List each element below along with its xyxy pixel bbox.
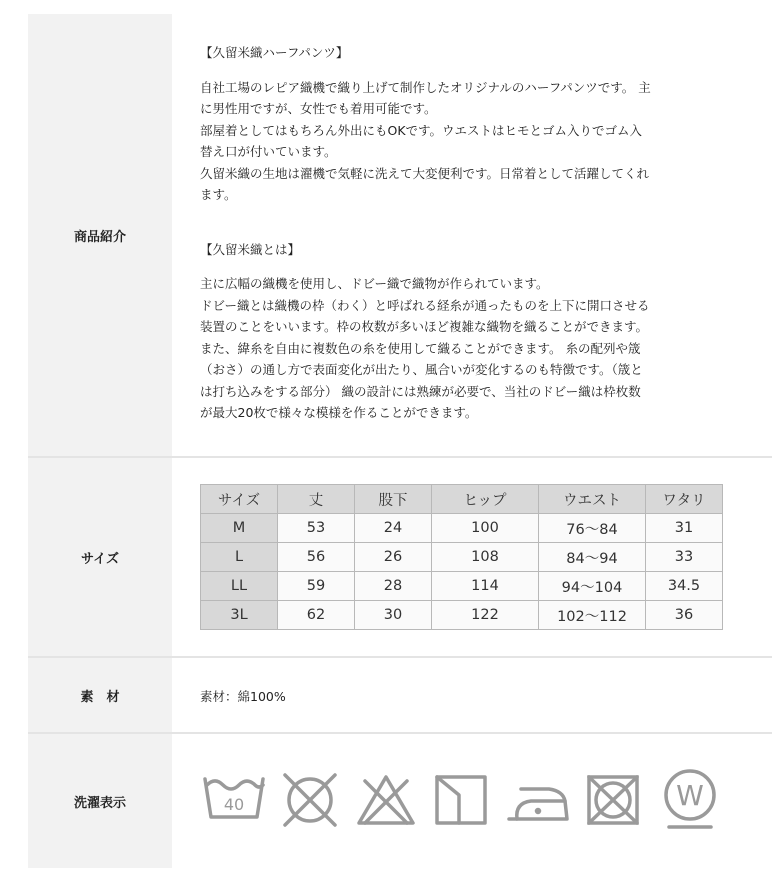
intro-line: に男性用ですが、女性でも着用可能です。 [200,101,437,116]
material-text: 素材：綿100% [200,689,286,704]
material-content [200,686,772,708]
table-cell: 108 [432,543,539,572]
kurume-line: 主に広幅の織機を使用し、ドビー織で織物が作られています。 [200,276,549,291]
kurume-heading: 【久留米織とは】 [200,241,301,257]
table-cell: 59 [278,572,355,601]
table-row [201,514,723,543]
table-cell: 76～84 [539,514,646,543]
table-cell: 53 [278,514,355,543]
table-row [201,572,723,601]
table-cell: 100 [432,514,539,543]
kurume-line: また、緯糸を自由に複数色の糸を使用して織ることができます。 糸の配列や筬 [200,340,641,356]
table-cell: 24 [355,514,432,543]
table-cell: 3L [201,601,278,630]
kurume-line: は打ち込みをする部分） 織の設計には熟練が必要で、当社のドビー織は枠枚数 [200,383,641,399]
table-cell: 114 [432,572,539,601]
no-tumble-dry-icon [353,765,429,835]
size-label: サイズ [28,458,172,656]
wet-clean-letter: W [676,779,704,812]
table-cell: 102～112 [539,601,646,630]
wash-40-icon [201,765,277,835]
material-section [28,658,772,732]
kurume-line: 装置のことをいいます。枠の枚数が多いほど複雑な織物を織ることができます。 [200,319,649,334]
header-inseam: 股下 [355,485,432,514]
table-cell: 28 [355,572,432,601]
no-dry-clean-icon [581,765,657,835]
table-cell: LL [201,572,278,601]
table-row [201,543,723,572]
kurume-line: が最大20枚で様々な模様を作ることができます。 [200,405,478,420]
table-cell: 56 [278,543,355,572]
table-cell: 122 [432,601,539,630]
header-size: サイズ [201,485,278,514]
table-cell: L [201,543,278,572]
intro-line: ます。 [200,187,237,202]
size-table-header-row [201,485,723,514]
wet-clean-icon [657,765,733,835]
size-table [200,484,723,630]
table-cell: 94～104 [539,572,646,601]
size-content [200,484,772,630]
header-length: 丈 [278,485,355,514]
table-cell: 84～94 [539,543,646,572]
table-cell: M [201,514,278,543]
wash-temp: 40 [223,795,245,814]
care-icons [201,765,733,835]
kurume-line: （おさ）の通し方で表面変化が出たり、風合いが変化するのも特徴です。（筬と [200,362,643,377]
intro-section [28,14,772,456]
intro-heading: 【久留米織ハーフパンツ】 [200,45,349,60]
table-cell: 62 [278,601,355,630]
intro-content [200,42,772,424]
intro-label: 商品紹介 [28,14,172,456]
intro-line: 部屋着としてはもちろん外出にもOKです。ウエストはヒモとゴム入りでゴム入 [200,122,643,138]
intro-line: 自社工場のレピア織機で織り上げて制作したオリジナルのハーフパンツです。 主 [200,79,651,95]
table-cell: 36 [646,601,723,630]
table-cell: 33 [646,543,723,572]
intro-line: 替え口が付いています。 [200,144,337,159]
header-hip: ヒップ [432,485,539,514]
table-cell: 31 [646,514,723,543]
header-thigh: ワタリ [646,485,723,514]
table-cell: 34.5 [646,572,723,601]
line-dry-icon [429,765,505,835]
iron-low-icon [505,765,581,835]
intro-line: 久留米織の生地は濯機で気軽に洗えて大変便利です。日常着として活躍してくれ [200,165,650,181]
table-row [201,601,723,630]
material-label: 素 材 [28,658,172,732]
kurume-line: ドビー織とは織機の枠（わく）と呼ばれる経糸が通ったものを上下に開口させる [200,297,650,313]
no-bleach-icon [277,765,353,835]
header-waist: ウエスト [539,485,646,514]
table-cell: 30 [355,601,432,630]
size-section [28,458,772,656]
table-cell: 26 [355,543,432,572]
care-label: 洗濯表示 [28,734,172,868]
